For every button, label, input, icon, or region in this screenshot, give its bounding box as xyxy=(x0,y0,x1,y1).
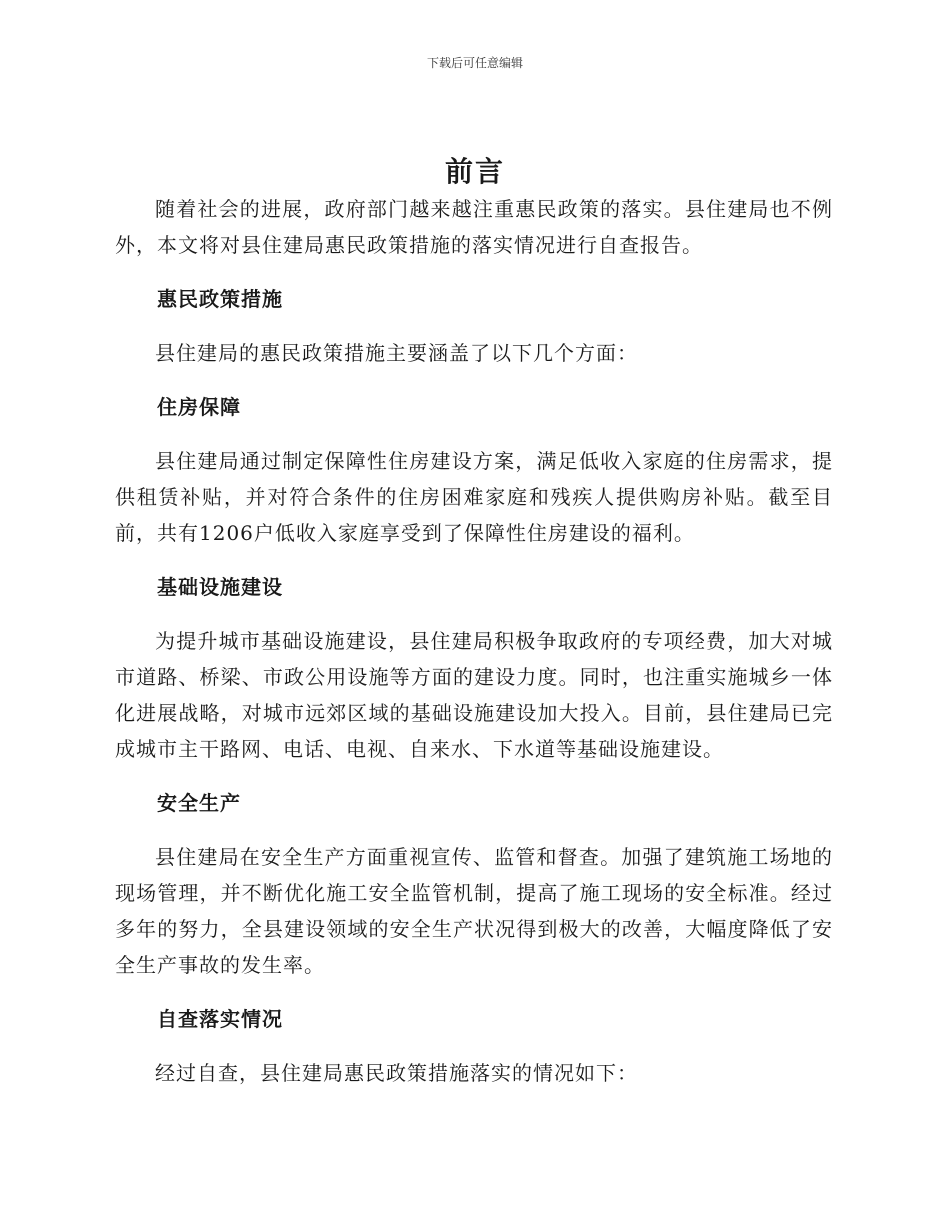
section-paragraph-housing: 县住建局通过制定保障性住房建设方案，满足低收入家庭的住房需求，提供租赁补贴，并对符合条件的住房困难家庭和残疾人提供购房补贴。截至目前，共有1206户低收入家庭享受到了保障性住房建设的福利。 xyxy=(115,449,833,545)
section-paragraph-self-inspection: 经过自查，县住建局惠民政策措施落实的情况如下： xyxy=(155,1061,638,1085)
document-title: 前言 xyxy=(444,155,505,188)
section-heading-housing: 住房保障 xyxy=(157,395,241,419)
section-heading-self-inspection: 自查落实情况 xyxy=(157,1007,283,1031)
header-note: 下载后可任意编辑 xyxy=(426,56,523,70)
document-body xyxy=(115,191,833,1091)
section-paragraph-infrastructure: 为提升城市基础设施建设，县住建局积极争取政府的专项经费，加大对城市道路、桥梁、市政公用设施等方面的建设力度。同时，也注重实施城乡一体化进展战略，对城市远郊区域的基础设施建设加大投入。目前，县住建局已完成城市主干路网、电话、电视、自来水、下水道等基础设施建设。 xyxy=(115,629,833,761)
intro-paragraph: 随着社会的进展，政府部门越来越注重惠民政策的落实。县住建局也不例外，本文将对县住建局惠民政策措施的落实情况进行自查报告。 xyxy=(115,197,833,257)
section-heading-policy-measures: 惠民政策措施 xyxy=(157,287,283,311)
section-paragraph-policy-measures: 县住建局的惠民政策措施主要涵盖了以下几个方面： xyxy=(155,341,638,365)
section-heading-infrastructure: 基础设施建设 xyxy=(157,575,283,599)
section-heading-safety: 安全生产 xyxy=(157,791,241,815)
section-paragraph-safety: 县住建局在安全生产方面重视宣传、监管和督查。加强了建筑施工场地的现场管理，并不断优化施工安全监管机制，提高了施工现场的安全标准。经过多年的努力，全县建设领域的安全生产状况得到极大的改善，大幅度降低了安全生产事故的发生率。 xyxy=(115,845,833,977)
